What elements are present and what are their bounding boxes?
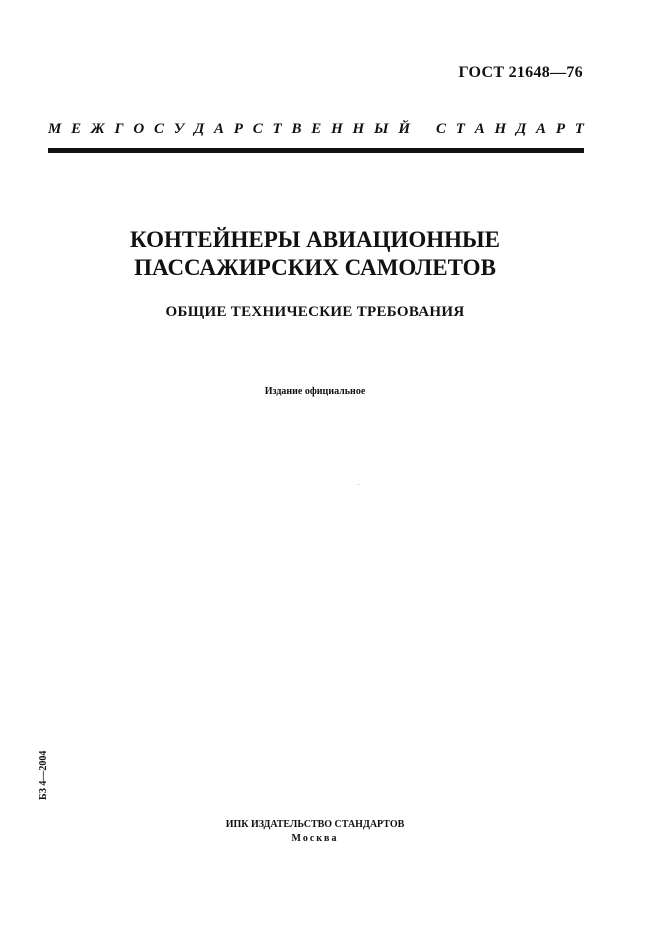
interstate-standard-heading [48,121,584,138]
heading-letter: С [252,121,263,137]
heading-letter: С [436,121,447,137]
heading-letter: Н [352,121,365,137]
document-title [0,226,630,282]
heading-letter: Е [311,121,322,137]
heading-letter: С [153,121,164,137]
title-line-2: ПАССАЖИРСКИХ САМОЛЕТОВ [134,255,496,280]
interstate-word-1 [48,121,410,138]
heading-letter: Т [574,121,584,137]
title-line-1: КОНТЕЙНЕРЫ АВИАЦИОННЫЕ [130,227,500,252]
heading-letter: Д [193,121,205,137]
heading-letter: Д [516,121,527,137]
heading-letter: В [291,121,302,137]
heading-letter: Ы [374,121,389,137]
heading-letter: Г [114,121,124,137]
heading-letter: Т [272,121,282,137]
side-code: БЗ 4—2004 [38,750,49,800]
heading-letter: Е [71,121,82,137]
heading-letter: А [474,121,485,137]
heading-letter: Н [331,121,343,137]
heading-letter: Й [398,121,410,137]
heading-rule [48,148,584,153]
interstate-word-2 [436,121,584,138]
publisher-name: ИПК ИЗДАТЕЛЬСТВО СТАНДАРТОВ [225,819,405,830]
heading-letter: Р [555,121,565,137]
heading-letter: У [173,121,185,137]
document-number: ГОСТ 21648—76 [458,64,583,81]
heading-letter: Н [494,121,507,137]
publisher-city: Москва [291,833,339,844]
heading-letter: Т [455,121,465,137]
heading-letter: Ж [90,121,105,137]
heading-letter: Р [233,121,243,137]
edition-note: Издание официальное [264,386,366,397]
publisher-block [0,818,630,846]
document-subtitle: ОБЩИЕ ТЕХНИЧЕСКИЕ ТРЕБОВАНИЯ [165,304,465,320]
heading-letter: А [536,121,547,137]
heading-letter: О [133,121,145,137]
print-speck [358,484,359,485]
heading-letter: А [214,121,225,137]
heading-letter: М [48,121,62,137]
